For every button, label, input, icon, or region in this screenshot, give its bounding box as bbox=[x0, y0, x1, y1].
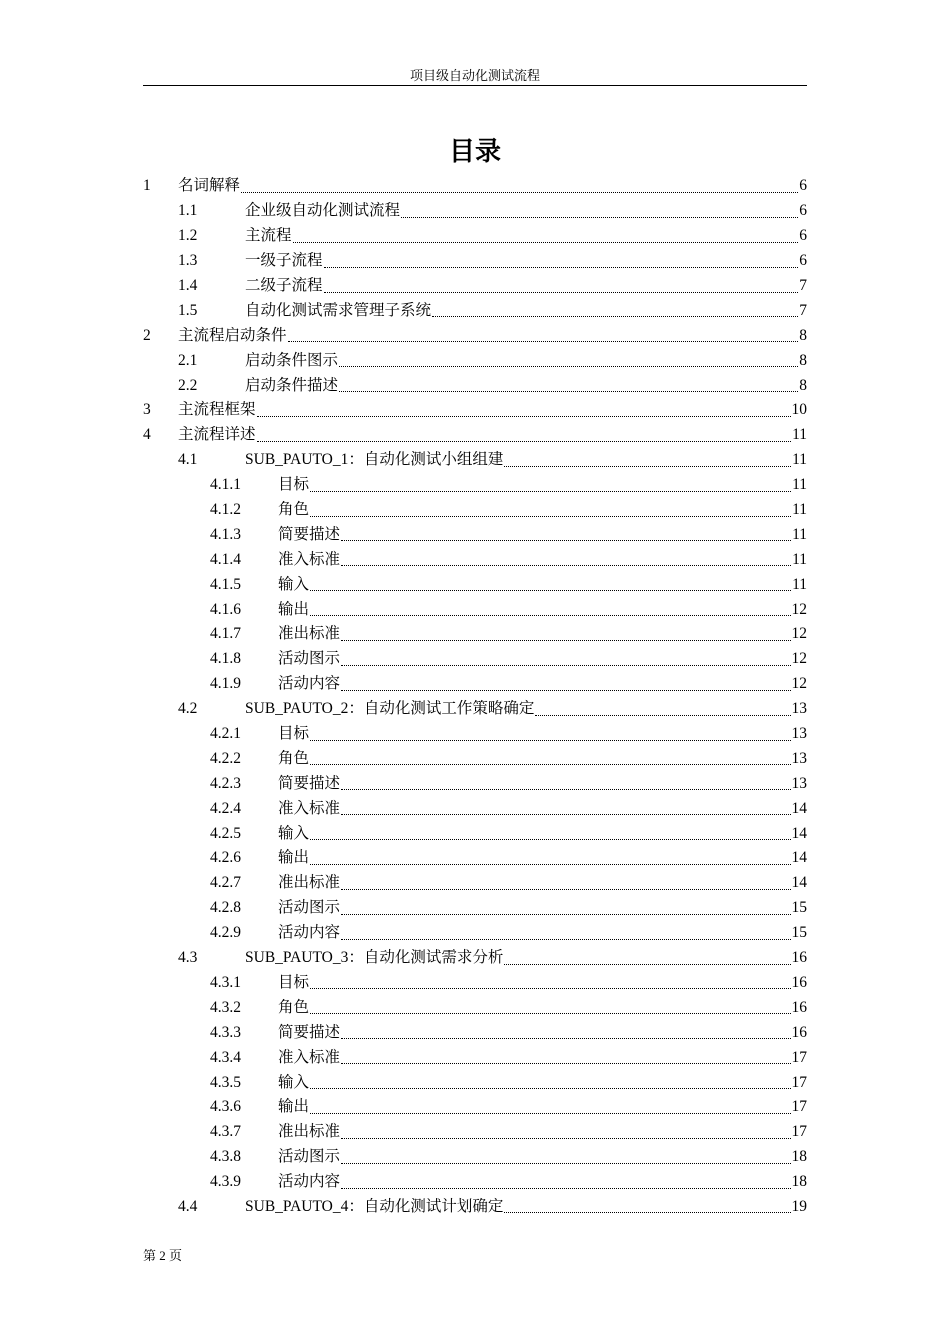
toc-entry-page: 18 bbox=[791, 1148, 807, 1166]
toc-entry[interactable] bbox=[143, 224, 807, 249]
toc-dot-leader bbox=[310, 839, 790, 840]
toc-dot-leader bbox=[324, 267, 799, 268]
toc-entry-title: 输出 bbox=[278, 1098, 310, 1116]
toc-dot-leader bbox=[293, 242, 799, 243]
toc-entry[interactable] bbox=[143, 1170, 807, 1195]
toc-entry[interactable] bbox=[143, 522, 807, 547]
toc-entry-number: 2 bbox=[143, 326, 151, 344]
toc-entry[interactable] bbox=[143, 871, 807, 896]
toc-entry-title: 名词解释 bbox=[178, 177, 241, 195]
toc-entry-number: 4.2.6 bbox=[210, 849, 241, 867]
toc-entry[interactable] bbox=[143, 323, 807, 348]
toc-entry[interactable] bbox=[143, 423, 807, 448]
toc-entry-title: 简要描述 bbox=[278, 1023, 341, 1041]
toc-entry[interactable] bbox=[143, 398, 807, 423]
toc-entry-page: 14 bbox=[791, 799, 807, 817]
toc-entry[interactable] bbox=[143, 373, 807, 398]
toc-dot-leader bbox=[432, 316, 798, 317]
table-of-contents bbox=[143, 174, 807, 1219]
toc-entry-number: 1.1 bbox=[178, 202, 198, 220]
header-rule bbox=[143, 85, 807, 86]
toc-entry-title: 活动图示 bbox=[278, 899, 341, 917]
toc-entry-number: 4.3.1 bbox=[210, 973, 241, 991]
toc-entry-page: 17 bbox=[791, 1098, 807, 1116]
toc-entry-page: 12 bbox=[791, 600, 807, 618]
toc-entry-number: 4.2.8 bbox=[210, 899, 241, 917]
toc-entry-title: 目标 bbox=[278, 973, 310, 991]
toc-entry-number: 1.4 bbox=[178, 277, 198, 294]
toc-dot-leader bbox=[288, 341, 799, 342]
toc-dot-leader bbox=[310, 764, 790, 765]
toc-entry-page: 19 bbox=[791, 1197, 807, 1215]
toc-entry[interactable] bbox=[143, 946, 807, 971]
toc-entry-title: 准出标准 bbox=[278, 874, 341, 892]
toc-dot-leader bbox=[341, 1038, 790, 1039]
toc-entry-title: 输入 bbox=[278, 824, 310, 842]
toc-entry[interactable] bbox=[143, 896, 807, 921]
toc-entry-title: 准入标准 bbox=[278, 550, 341, 568]
toc-entry-title: 一级子流程 bbox=[245, 252, 323, 270]
toc-dot-leader bbox=[341, 690, 790, 691]
toc-dot-leader bbox=[401, 217, 798, 218]
toc-entry-page: 12 bbox=[791, 625, 807, 643]
toc-dot-leader bbox=[310, 988, 790, 989]
toc-entry-title: 输入 bbox=[278, 575, 310, 593]
toc-entry-number: 4.3.2 bbox=[210, 998, 241, 1016]
toc-entry[interactable] bbox=[143, 746, 807, 771]
toc-entry[interactable] bbox=[143, 1020, 807, 1045]
toc-entry-number: 4.3.7 bbox=[210, 1123, 241, 1141]
toc-entry-title: 角色 bbox=[278, 749, 310, 767]
toc-entry-number: 4.3.8 bbox=[210, 1148, 241, 1166]
toc-entry-page: 18 bbox=[791, 1173, 807, 1191]
toc-entry-title: 活动内容 bbox=[278, 1173, 341, 1191]
toc-entry-title: 角色 bbox=[278, 501, 310, 519]
toc-entry-page: 14 bbox=[791, 849, 807, 867]
toc-entry-number: 4.2.4 bbox=[210, 799, 241, 817]
toc-entry-number: 1.2 bbox=[178, 227, 198, 245]
toc-entry-title: 企业级自动化测试流程 bbox=[245, 202, 401, 220]
toc-dot-leader bbox=[341, 789, 790, 790]
toc-entry[interactable] bbox=[143, 249, 807, 274]
toc-entry[interactable] bbox=[143, 647, 807, 672]
toc-entry-title: 准出标准 bbox=[278, 625, 341, 643]
toc-entry-page: 15 bbox=[791, 899, 807, 917]
toc-entry-title: SUB_PAUTO_2：自动化测试工作策略确定 bbox=[245, 700, 535, 718]
toc-entry[interactable] bbox=[143, 1145, 807, 1170]
toc-entry-title: SUB_PAUTO_4：自动化测试计划确定 bbox=[245, 1197, 504, 1215]
toc-entry-page: 14 bbox=[791, 874, 807, 892]
toc-entry[interactable] bbox=[143, 572, 807, 597]
toc-dot-leader bbox=[310, 1088, 790, 1089]
toc-entry-page: 16 bbox=[791, 973, 807, 991]
toc-dot-leader bbox=[339, 366, 798, 367]
toc-entry[interactable] bbox=[143, 498, 807, 523]
toc-entry-title: 主流程详述 bbox=[178, 426, 256, 444]
toc-entry-number: 4.2.1 bbox=[210, 725, 241, 743]
toc-entry-page: 11 bbox=[792, 575, 807, 593]
toc-entry[interactable] bbox=[143, 547, 807, 572]
toc-dot-leader bbox=[504, 1212, 790, 1213]
toc-entry[interactable] bbox=[143, 622, 807, 647]
toc-dot-leader bbox=[310, 590, 791, 591]
toc-entry-page: 11 bbox=[792, 426, 807, 444]
toc-entry-title: 启动条件描述 bbox=[245, 376, 339, 394]
toc-entry-page: 8 bbox=[799, 376, 807, 394]
toc-dot-leader bbox=[535, 715, 790, 716]
toc-entry-number: 4.3 bbox=[178, 949, 198, 967]
toc-dot-leader bbox=[341, 1188, 790, 1189]
toc-entry-number: 1.5 bbox=[178, 301, 198, 319]
toc-dot-leader bbox=[341, 939, 790, 940]
toc-entry-title: 输出 bbox=[278, 849, 310, 867]
toc-entry-title: SUB_PAUTO_1：自动化测试小组组建 bbox=[245, 451, 504, 469]
toc-entry[interactable] bbox=[143, 348, 807, 373]
toc-entry-page: 17 bbox=[791, 1123, 807, 1141]
toc-dot-leader bbox=[341, 640, 790, 641]
toc-entry-number: 4.3.5 bbox=[210, 1073, 241, 1091]
toc-entry-title: 输出 bbox=[278, 600, 310, 618]
toc-entry[interactable] bbox=[143, 298, 807, 323]
toc-entry-page: 13 bbox=[791, 725, 807, 743]
toc-entry-title: 活动图示 bbox=[278, 650, 341, 668]
toc-entry-title: 活动内容 bbox=[278, 924, 341, 942]
toc-dot-leader bbox=[341, 1163, 790, 1164]
toc-entry-number: 4.2.7 bbox=[210, 874, 241, 892]
toc-entry-page: 11 bbox=[792, 451, 807, 469]
toc-entry-number: 4.1.8 bbox=[210, 650, 241, 668]
toc-entry-page: 7 bbox=[799, 277, 807, 294]
toc-entry-title: 目标 bbox=[278, 476, 310, 494]
toc-entry-title: 主流程 bbox=[245, 227, 292, 245]
toc-entry-page: 6 bbox=[799, 227, 807, 245]
toc-entry-number: 1.3 bbox=[178, 252, 198, 270]
toc-entry[interactable] bbox=[143, 697, 807, 722]
toc-entry[interactable] bbox=[143, 921, 807, 946]
toc-entry-title: 主流程框架 bbox=[178, 401, 256, 419]
toc-entry-page: 15 bbox=[791, 924, 807, 942]
toc-entry-title: 简要描述 bbox=[278, 774, 341, 792]
toc-entry-number: 4.2.5 bbox=[210, 824, 241, 842]
toc-dot-leader bbox=[341, 1063, 790, 1064]
toc-entry-number: 4.1.2 bbox=[210, 501, 241, 519]
toc-entry[interactable] bbox=[143, 796, 807, 821]
toc-entry-title: 准入标准 bbox=[278, 1048, 341, 1066]
toc-entry-page: 13 bbox=[791, 749, 807, 767]
toc-entry-page: 16 bbox=[791, 1023, 807, 1041]
toc-entry-page: 16 bbox=[791, 998, 807, 1016]
toc-dot-leader bbox=[310, 491, 791, 492]
toc-entry-number: 4.1 bbox=[178, 451, 198, 469]
toc-dot-leader bbox=[341, 665, 790, 666]
toc-entry-page: 11 bbox=[792, 550, 807, 568]
toc-title: 目录 bbox=[448, 137, 501, 167]
toc-entry-title: 准入标准 bbox=[278, 799, 341, 817]
toc-dot-leader bbox=[341, 540, 791, 541]
toc-entry[interactable] bbox=[143, 1095, 807, 1120]
toc-entry-page: 12 bbox=[791, 650, 807, 668]
toc-entry-page: 10 bbox=[791, 401, 807, 419]
toc-dot-leader bbox=[310, 1013, 790, 1014]
toc-entry[interactable] bbox=[143, 473, 807, 498]
toc-entry-title: 主流程启动条件 bbox=[178, 326, 287, 344]
toc-entry-page: 6 bbox=[799, 177, 807, 195]
toc-dot-leader bbox=[257, 416, 791, 417]
toc-entry-page: 17 bbox=[791, 1073, 807, 1091]
toc-entry-number: 4.3.6 bbox=[210, 1098, 241, 1116]
toc-entry-number: 4.3.3 bbox=[210, 1023, 241, 1041]
toc-entry[interactable] bbox=[143, 448, 807, 473]
toc-entry-number: 4.2 bbox=[178, 700, 198, 718]
toc-entry-title: 启动条件图示 bbox=[245, 351, 339, 369]
toc-dot-leader bbox=[339, 391, 798, 392]
toc-entry-number: 3 bbox=[143, 401, 151, 419]
toc-entry-page: 6 bbox=[799, 202, 807, 220]
toc-entry-title: 准出标准 bbox=[278, 1123, 341, 1141]
toc-entry-number: 4.1.5 bbox=[210, 575, 241, 593]
toc-entry-page: 14 bbox=[791, 824, 807, 842]
toc-dot-leader bbox=[341, 1138, 790, 1139]
toc-dot-leader bbox=[341, 565, 791, 566]
running-header: 项目级自动化测试流程 bbox=[409, 68, 540, 83]
toc-entry-title: 目标 bbox=[278, 725, 310, 743]
toc-entry-title: 活动图示 bbox=[278, 1148, 341, 1166]
toc-dot-leader bbox=[241, 192, 798, 193]
toc-entry-title: 简要描述 bbox=[278, 525, 341, 543]
toc-entry[interactable] bbox=[143, 821, 807, 846]
toc-dot-leader bbox=[310, 615, 790, 616]
toc-entry[interactable] bbox=[143, 1195, 807, 1220]
toc-entry-title: SUB_PAUTO_3：自动化测试需求分析 bbox=[245, 949, 504, 967]
toc-dot-leader bbox=[310, 740, 790, 741]
toc-entry[interactable] bbox=[143, 672, 807, 697]
toc-dot-leader bbox=[310, 864, 790, 865]
toc-entry-title: 二级子流程 bbox=[245, 277, 323, 294]
toc-entry-title: 自动化测试需求管理子系统 bbox=[245, 301, 432, 319]
toc-entry-title: 角色 bbox=[278, 998, 310, 1016]
toc-dot-leader bbox=[341, 889, 790, 890]
toc-dot-leader bbox=[504, 466, 791, 467]
toc-entry-number: 4.3.9 bbox=[210, 1173, 241, 1191]
toc-entry[interactable] bbox=[143, 597, 807, 622]
toc-entry-number: 4.2.2 bbox=[210, 749, 241, 767]
toc-entry[interactable] bbox=[143, 1070, 807, 1095]
toc-entry-title: 输入 bbox=[278, 1073, 310, 1091]
toc-dot-leader bbox=[324, 292, 799, 293]
toc-entry-number: 4.1.6 bbox=[210, 600, 241, 618]
toc-entry-number: 4.1.9 bbox=[210, 675, 241, 693]
toc-dot-leader bbox=[257, 441, 792, 442]
toc-entry-page: 16 bbox=[791, 949, 807, 967]
toc-entry[interactable] bbox=[143, 199, 807, 224]
toc-entry-number: 2.1 bbox=[178, 351, 198, 369]
toc-entry-number: 4 bbox=[143, 426, 151, 444]
toc-entry-title: 活动内容 bbox=[278, 675, 341, 693]
toc-entry-number: 4.3.4 bbox=[210, 1048, 241, 1066]
toc-entry-page: 7 bbox=[799, 301, 807, 319]
toc-entry-number: 4.1.1 bbox=[210, 476, 241, 494]
toc-entry-page: 12 bbox=[791, 675, 807, 693]
toc-entry[interactable] bbox=[143, 1045, 807, 1070]
toc-entry[interactable] bbox=[143, 771, 807, 796]
toc-entry-number: 4.2.9 bbox=[210, 924, 241, 942]
toc-entry-page: 11 bbox=[792, 525, 807, 543]
toc-dot-leader bbox=[310, 1113, 790, 1114]
toc-entry[interactable] bbox=[143, 971, 807, 996]
toc-entry-page: 6 bbox=[799, 252, 807, 270]
toc-entry[interactable] bbox=[143, 995, 807, 1020]
toc-entry-page: 11 bbox=[792, 476, 807, 494]
page-number-footer: 第 2 页 bbox=[143, 1248, 183, 1263]
toc-entry-page: 8 bbox=[799, 351, 807, 369]
toc-entry-number: 4.1.3 bbox=[210, 525, 241, 543]
toc-entry[interactable] bbox=[143, 846, 807, 871]
toc-entry[interactable] bbox=[143, 722, 807, 747]
toc-entry[interactable] bbox=[143, 1120, 807, 1145]
toc-entry[interactable] bbox=[143, 274, 807, 299]
toc-entry-page: 8 bbox=[799, 326, 807, 344]
toc-entry-number: 4.4 bbox=[178, 1197, 198, 1215]
toc-entry[interactable] bbox=[143, 174, 807, 199]
toc-entry-number: 4.1.7 bbox=[210, 625, 241, 643]
toc-entry-page: 11 bbox=[792, 501, 807, 519]
toc-entry-page: 13 bbox=[791, 774, 807, 792]
toc-entry-number: 4.2.3 bbox=[210, 774, 241, 792]
toc-entry-number: 4.1.4 bbox=[210, 550, 241, 568]
toc-dot-leader bbox=[310, 516, 791, 517]
toc-dot-leader bbox=[341, 814, 790, 815]
toc-entry-page: 13 bbox=[791, 700, 807, 718]
toc-entry-page: 17 bbox=[791, 1048, 807, 1066]
toc-dot-leader bbox=[341, 914, 790, 915]
toc-entry-number: 1 bbox=[143, 177, 151, 195]
toc-dot-leader bbox=[504, 964, 790, 965]
toc-entry-number: 2.2 bbox=[178, 376, 198, 394]
